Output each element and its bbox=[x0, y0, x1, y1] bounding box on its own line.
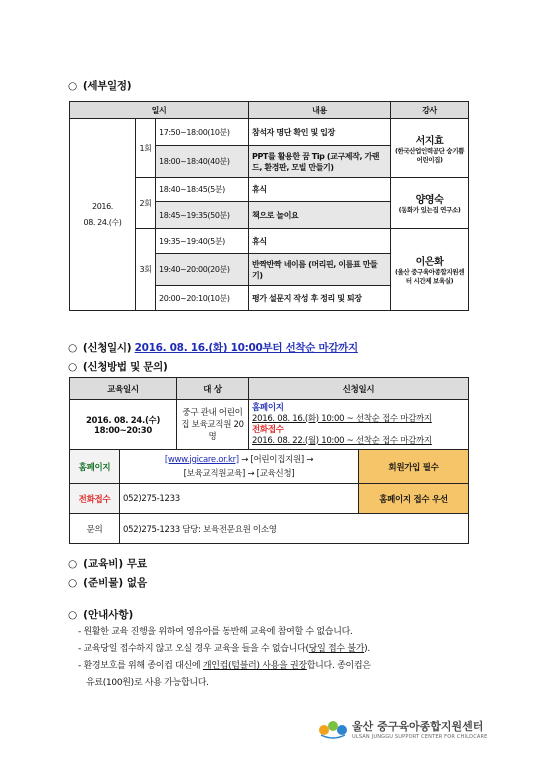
session-content: 참석자 명단 확인 및 입장 bbox=[249, 119, 391, 146]
apply-date-cell bbox=[249, 400, 469, 450]
session-content: 평가 설문지 작성 후 정리 및 퇴장 bbox=[249, 286, 391, 311]
section-title: (세부일정) bbox=[82, 80, 132, 92]
section-title: (안내사항) bbox=[83, 609, 134, 621]
session-time: 18:45~19:35(50분) bbox=[156, 202, 249, 229]
row-hp-label-text: 홈페이지 bbox=[78, 462, 111, 473]
section-title: (신청일시) bbox=[82, 342, 132, 354]
hp-priority-badge: 홈페이지 접수 우선 bbox=[359, 484, 469, 514]
session-label: 2회 bbox=[136, 178, 156, 229]
section-detail-schedule bbox=[68, 78, 131, 93]
hp-label: 홈페이지 bbox=[252, 402, 284, 413]
apply-date-value: 2016. 08. 16.(화) 10:00부터 선착순 마감까지 bbox=[134, 342, 358, 354]
table-row bbox=[70, 400, 469, 450]
guide-line-2 bbox=[78, 641, 371, 658]
session-label: 1회 bbox=[136, 119, 156, 178]
guide-line-2-b: ). bbox=[364, 644, 370, 654]
row-phone-number: 052)275-1233 bbox=[120, 484, 359, 514]
schedule-table bbox=[69, 101, 469, 311]
apply-header-row bbox=[70, 378, 469, 400]
header-target: 대 상 bbox=[177, 378, 249, 400]
header-apply-date: 신청일시 bbox=[249, 378, 469, 400]
row-phone-label: 전화접수 bbox=[70, 484, 120, 514]
supplies-text: (준비물) 없음 bbox=[83, 577, 148, 589]
phone-date: 2016. 08. 22.(월) 10:00 ~ 선착순 접수 마감까지 bbox=[252, 435, 432, 446]
guide-line-3 bbox=[78, 658, 371, 675]
edu-date-cell bbox=[70, 400, 177, 450]
bullet: ○ bbox=[68, 80, 77, 92]
session-content: 휴식 bbox=[249, 178, 391, 202]
instructor-cell bbox=[391, 178, 469, 229]
table-row bbox=[70, 484, 469, 514]
hp-date: 2016. 08. 16.(화) 10:00 ~ 선착순 접수 마감까지 bbox=[252, 413, 432, 424]
row-hp-cell bbox=[120, 450, 359, 484]
session-time: 17:50~18:00(10분) bbox=[156, 119, 249, 146]
date-day: 08. 24.(수) bbox=[83, 217, 122, 227]
target-cell: 중구 관내 어린이집 보육교직원 20명 bbox=[177, 400, 249, 450]
row-inquiry-value: 052)275-1233 담당: 보육전문요원 이소영 bbox=[120, 514, 469, 544]
guide-line-2-a: - 교육당일 접수하지 않고 오실 경우 교육을 들을 수 없습니다( bbox=[78, 644, 309, 654]
guide-list bbox=[78, 624, 371, 692]
row-inquiry-label: 문의 bbox=[70, 514, 120, 544]
schedule-header-row bbox=[70, 102, 469, 119]
header-edu-date: 교육일시 bbox=[70, 378, 177, 400]
hp-path-1: → [어린이집지원] → bbox=[241, 454, 314, 465]
session-time: 20:00~20:10(10분) bbox=[156, 286, 249, 311]
instructor-cell bbox=[391, 119, 469, 178]
session-time: 19:35~19:40(5분) bbox=[156, 229, 249, 254]
table-row bbox=[70, 119, 469, 146]
instructor-affiliation: (동화가 있는집 연구소) bbox=[398, 206, 461, 214]
session-time: 19:40~20:00(20분) bbox=[156, 254, 249, 286]
logo-subtitle: ULSAN JUNGGU SUPPORT CENTER FOR CHILDCARE bbox=[352, 734, 488, 740]
section-title: (신청방법 및 문의) bbox=[82, 361, 168, 373]
section-fee bbox=[68, 556, 147, 571]
section-apply-method bbox=[68, 359, 168, 374]
date-year: 2016. bbox=[92, 201, 113, 211]
guide-line-3-a: - 환경보호를 위해 종이컵 대신에 bbox=[78, 661, 203, 671]
instructor-affiliation: (울산 중구육아종합지원센터 시간제 보육실) bbox=[394, 268, 465, 285]
instructor-name: 서지효 bbox=[415, 135, 444, 147]
edu-time: 18:00~20:30 bbox=[94, 425, 152, 436]
apply-table bbox=[69, 377, 469, 544]
hp-path-2: [보육교직원교육] → [교육신청] bbox=[183, 468, 295, 479]
edu-date: 2016. 08. 24.(수) bbox=[85, 415, 161, 426]
guide-line-1: - 원활한 교육 진행을 위하여 영유아를 동반해 교육에 참여할 수 없습니다. bbox=[78, 627, 353, 637]
logo-title: 울산 중구육아종합지원센터 bbox=[352, 720, 484, 733]
homepage-link[interactable]: [www.jgicare.or.kr] bbox=[164, 454, 239, 465]
section-apply-date bbox=[68, 340, 358, 355]
bullet: ○ bbox=[68, 361, 77, 373]
session-content: 반짝반짝 네이름 (머리핀, 이름표 만들기) bbox=[249, 254, 391, 286]
guide-line-3-u: 개인컵(텀블러) 사용을 권장 bbox=[202, 661, 307, 671]
instructor-name: 이은화 bbox=[415, 257, 444, 268]
session-content: 휴식 bbox=[249, 229, 391, 254]
header-datetime: 일시 bbox=[70, 102, 249, 119]
logo-icon bbox=[318, 718, 348, 740]
guide-line-3-b: 합니다. 종이컵은 bbox=[306, 661, 371, 671]
section-guide bbox=[68, 607, 133, 622]
instructor-affiliation: (한국산업인력공단 숭기쁨어린이집) bbox=[394, 146, 465, 164]
phone-label: 전화접수 bbox=[252, 424, 284, 435]
session-content: 책으로 놀이요 bbox=[249, 202, 391, 229]
bullet: ○ bbox=[68, 342, 77, 354]
guide-line-2-u: 당일 접수 불가 bbox=[308, 644, 365, 654]
session-content: PPT를 활용한 꿈 Tip (교구제작, 가랜드, 환경판, 모빌 만들기) bbox=[249, 146, 391, 178]
guide-line-4: 유료(100원)로 사용 가능합니다. bbox=[86, 678, 209, 688]
center-logo bbox=[318, 718, 488, 740]
signup-required-badge: 회원가입 필수 bbox=[359, 450, 469, 484]
instructor-cell bbox=[391, 229, 469, 311]
instructor-name: 양영숙 bbox=[415, 195, 444, 206]
bullet: ○ bbox=[68, 577, 78, 589]
bullet: ○ bbox=[68, 558, 78, 570]
row-hp-label bbox=[70, 450, 120, 484]
session-label: 3회 bbox=[136, 229, 156, 311]
header-content: 내용 bbox=[249, 102, 391, 119]
section-supplies bbox=[68, 575, 147, 590]
session-time: 18:00~18:40(40분) bbox=[156, 146, 249, 178]
table-row bbox=[70, 514, 469, 544]
header-instructor: 강사 bbox=[391, 102, 469, 119]
fee-text: (교육비) 무료 bbox=[83, 558, 148, 570]
bullet: ○ bbox=[68, 609, 78, 621]
session-time: 18:40~18:45(5분) bbox=[156, 178, 249, 202]
schedule-date bbox=[70, 119, 136, 311]
table-row bbox=[70, 450, 469, 484]
